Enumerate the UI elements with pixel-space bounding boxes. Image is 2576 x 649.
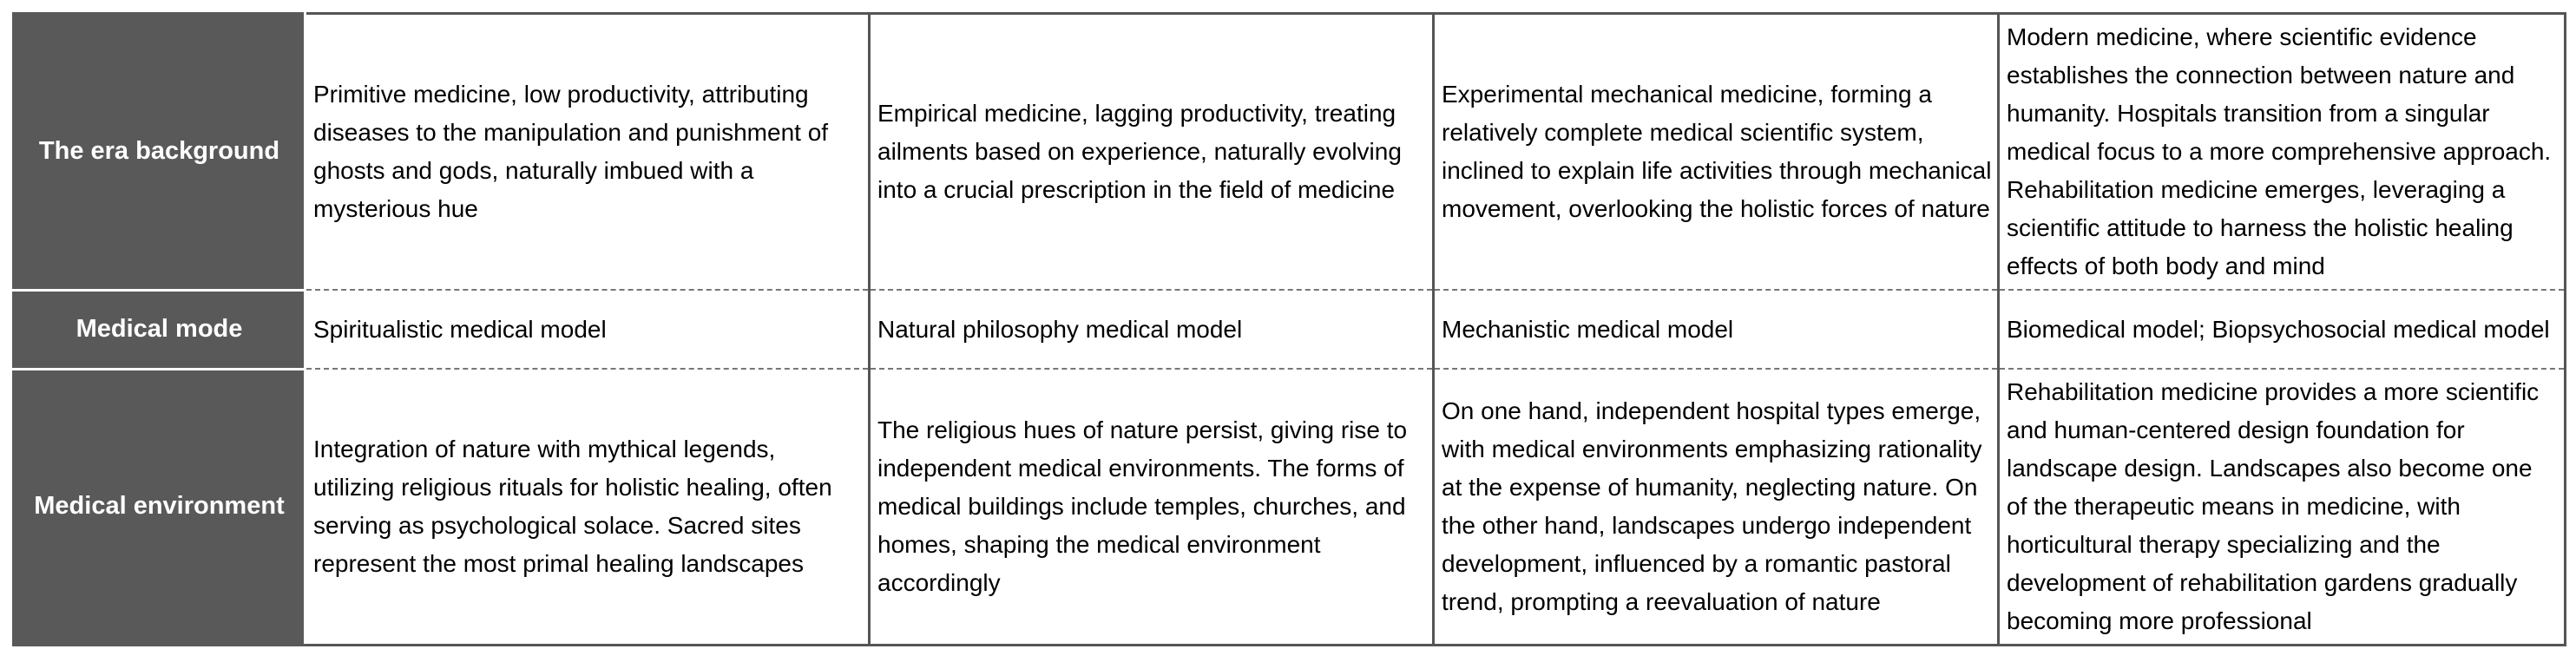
table-cell: On one hand, independent hospital types emerge, with medical environments emphasizing rationality at the expense of humanity, neglecting nature. On the other hand, landscapes undergo independent development, influenced by a romantic pastoral trend, prompting a reevaluation of nature [1434, 369, 1999, 646]
table-cell: Empirical medicine, lagging productivity, treating ailments based on experience, naturally evolving into a crucial prescription in the field of medicine [870, 14, 1434, 291]
table-cell: Biomedical model; Biopsychosocial medical model [1999, 290, 2566, 369]
table-cell: Rehabilitation medicine provides a more scientific and human-centered design foundation for landscape design. Landscapes also become one of the therapeutic means in medicine, with horticultural therapy specializing and the development of rehabilitation gardens gradually becoming more professional [1999, 369, 2566, 646]
table-row-medical-mode [14, 290, 2566, 369]
table-cell: Primitive medicine, low productivity, attributing diseases to the manipulation and punishment of ghosts and gods, naturally imbued with a mysterious hue [306, 14, 870, 291]
row-header-medical-environment: Medical environment [14, 369, 306, 646]
medical-history-comparison-table [12, 12, 2566, 646]
table-cell: Integration of nature with mythical legends, utilizing religious rituals for holistic healing, often serving as psychological solace. Sacred sites represent the most primal healing landscapes [306, 369, 870, 646]
table-row-medical-environment [14, 369, 2566, 646]
table-cell: Natural philosophy medical model [870, 290, 1434, 369]
table-row-era-background [14, 14, 2566, 291]
table-cell: Modern medicine, where scientific evidence establishes the connection between nature and humanity. Hospitals transition from a singular medical focus to a more comprehensive approach. Rehabilitation medicine emerges, leveraging a scientific attitude to harness the holistic healing effects of both body and mind [1999, 14, 2566, 291]
row-header-medical-mode: Medical mode [14, 290, 306, 369]
table-cell: Spiritualistic medical model [306, 290, 870, 369]
table-cell: Experimental mechanical medicine, forming a relatively complete medical scientific system, inclined to explain life activities through mechanical movement, overlooking the holistic forces of nature [1434, 14, 1999, 291]
table-cell: Mechanistic medical model [1434, 290, 1999, 369]
table-cell: The religious hues of nature persist, giving rise to independent medical environments. The forms of medical buildings include temples, churches, and homes, shaping the medical environment accordingly [870, 369, 1434, 646]
comparison-table-container [12, 12, 2564, 635]
row-header-era-background: The era background [14, 14, 306, 291]
